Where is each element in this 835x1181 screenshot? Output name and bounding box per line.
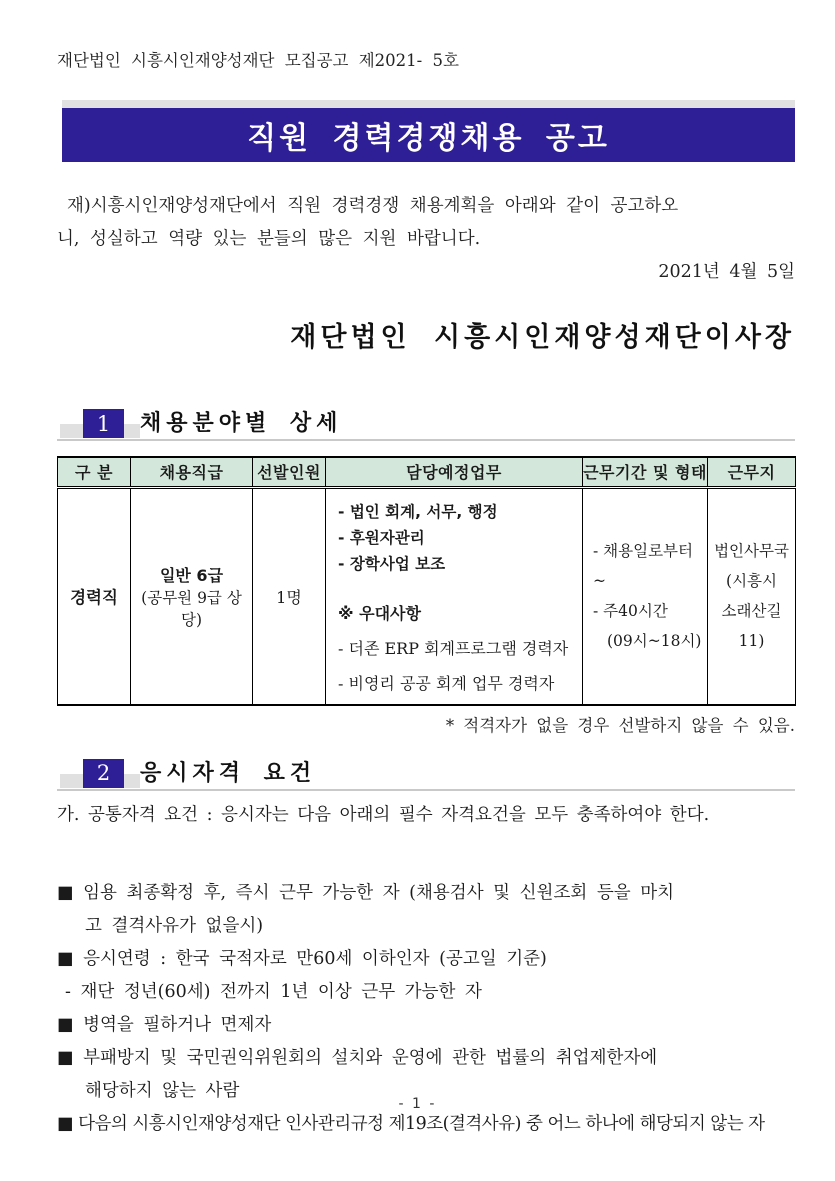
category-value: 경력직 xyxy=(70,588,118,607)
requirement-line: ■ 응시연령 : 한국 국적자로 만60세 이하인자 (공고일 기준) xyxy=(57,948,547,969)
cell-headcount xyxy=(253,487,326,705)
table-footnote: * 적격자가 없을 경우 선발하지 않을 수 있음. xyxy=(445,715,795,735)
table-header-row xyxy=(58,457,796,487)
requirement-line: - 재단 정년(60세) 전까지 1년 이상 근무 가능한 자 xyxy=(65,981,482,1002)
grade-main: 일반 6급 xyxy=(159,565,224,585)
preferred-line: - 비영리 공공 회계 업무 경력자 xyxy=(338,673,555,693)
preferred-title: ※ 우대사항 xyxy=(338,603,421,623)
col-header-duties: 담당예정업무 xyxy=(326,457,583,487)
location-line: 11) xyxy=(738,632,765,650)
col-header-terms: 근무기간 및 형태 xyxy=(583,457,708,487)
announcement-date: 2021년 4월 5일 xyxy=(658,262,795,282)
duty-line: - 장학사업 보조 xyxy=(338,554,446,573)
banner-top-strip xyxy=(62,100,795,108)
term-line: (09시~18시) xyxy=(607,632,702,650)
requirement-line: ■ 부패방지 및 국민권익위원회의 설치와 운영에 관한 법률의 취업제한자에 xyxy=(57,1047,658,1068)
page-content xyxy=(0,50,835,1141)
col-header-headcount: 선발인원 xyxy=(253,457,326,487)
intro-paragraph xyxy=(57,190,795,256)
col-header-location: 근무지 xyxy=(708,457,796,487)
cell-terms xyxy=(583,487,708,705)
announcement-title: 직원 경력경쟁채용 공고 xyxy=(247,121,610,156)
recruitment-table xyxy=(57,456,796,706)
section1-title: 채용분야별 상세 xyxy=(140,410,343,436)
grade-sub: (공무원 9급 상당) xyxy=(141,588,242,629)
location-line: (시흥시 xyxy=(726,572,777,590)
cell-duties xyxy=(326,487,583,705)
duty-line: - 법인 회계, 서무, 행정 xyxy=(338,502,498,521)
cell-location xyxy=(708,487,796,705)
section2-title: 응시자격 요건 xyxy=(140,759,317,786)
preferred-line: - 더존 ERP 회계프로그램 경력자 xyxy=(338,638,569,658)
requirement-line: 고 결격사유가 없을시) xyxy=(85,915,264,936)
term-line: - 주40시간 xyxy=(593,602,668,620)
section2-header xyxy=(57,760,795,791)
duty-line: - 후원자관리 xyxy=(338,528,425,547)
headcount-value: 1명 xyxy=(276,587,302,607)
section1-number-box: 1 xyxy=(83,409,124,438)
banner-navy-bar xyxy=(62,108,795,162)
cell-category xyxy=(58,487,131,705)
requirement-line: ■ 병역을 필하거나 면제자 xyxy=(57,1014,272,1035)
document-number: 재단법인 시흥시인재양성재단 모집공고 제2021- 5호 xyxy=(57,51,459,70)
col-header-grade: 채용직급 xyxy=(131,457,253,487)
table-row xyxy=(58,487,796,705)
requirement-line: 해당하지 않는 사람 xyxy=(85,1080,240,1101)
location-line: 법인사무국 xyxy=(714,542,789,560)
intro-line: 니, 성실하고 역량 있는 분들의 많은 지원 바랍니다. xyxy=(57,229,481,249)
requirement-line: ■ 임용 최종확정 후, 즉시 근무 가능한 자 (채용검사 및 신원조회 등을 마치 xyxy=(57,882,675,903)
section2-number-box: 2 xyxy=(83,759,124,788)
common-requirements-lead: 가. 공통자격 요건 : 응시자는 다음 아래의 필수 자격요건을 모두 충족하여야 한다. xyxy=(57,804,710,825)
page-number: - 1 - xyxy=(398,1096,437,1112)
location-line: 소래산길 xyxy=(721,602,782,620)
title-banner xyxy=(62,100,795,162)
section1-header xyxy=(57,410,795,441)
col-header-category: 구 분 xyxy=(58,457,131,487)
requirement-line: ■ 다음의 시흥시인재양성재단 인사관리규정 제19조(결격사유) 중 어느 하나에 해당되지 않는 자 xyxy=(57,1113,765,1134)
cell-grade xyxy=(131,487,253,705)
term-line: - 채용일로부터 ~ xyxy=(593,542,694,590)
issuer-signature: 재단법인 시흥시인재양성재단이사장 xyxy=(290,322,795,353)
intro-line: 재)시흥시인재양성재단에서 직원 경력경쟁 채용계획을 아래와 같이 공고하오 xyxy=(67,196,679,216)
